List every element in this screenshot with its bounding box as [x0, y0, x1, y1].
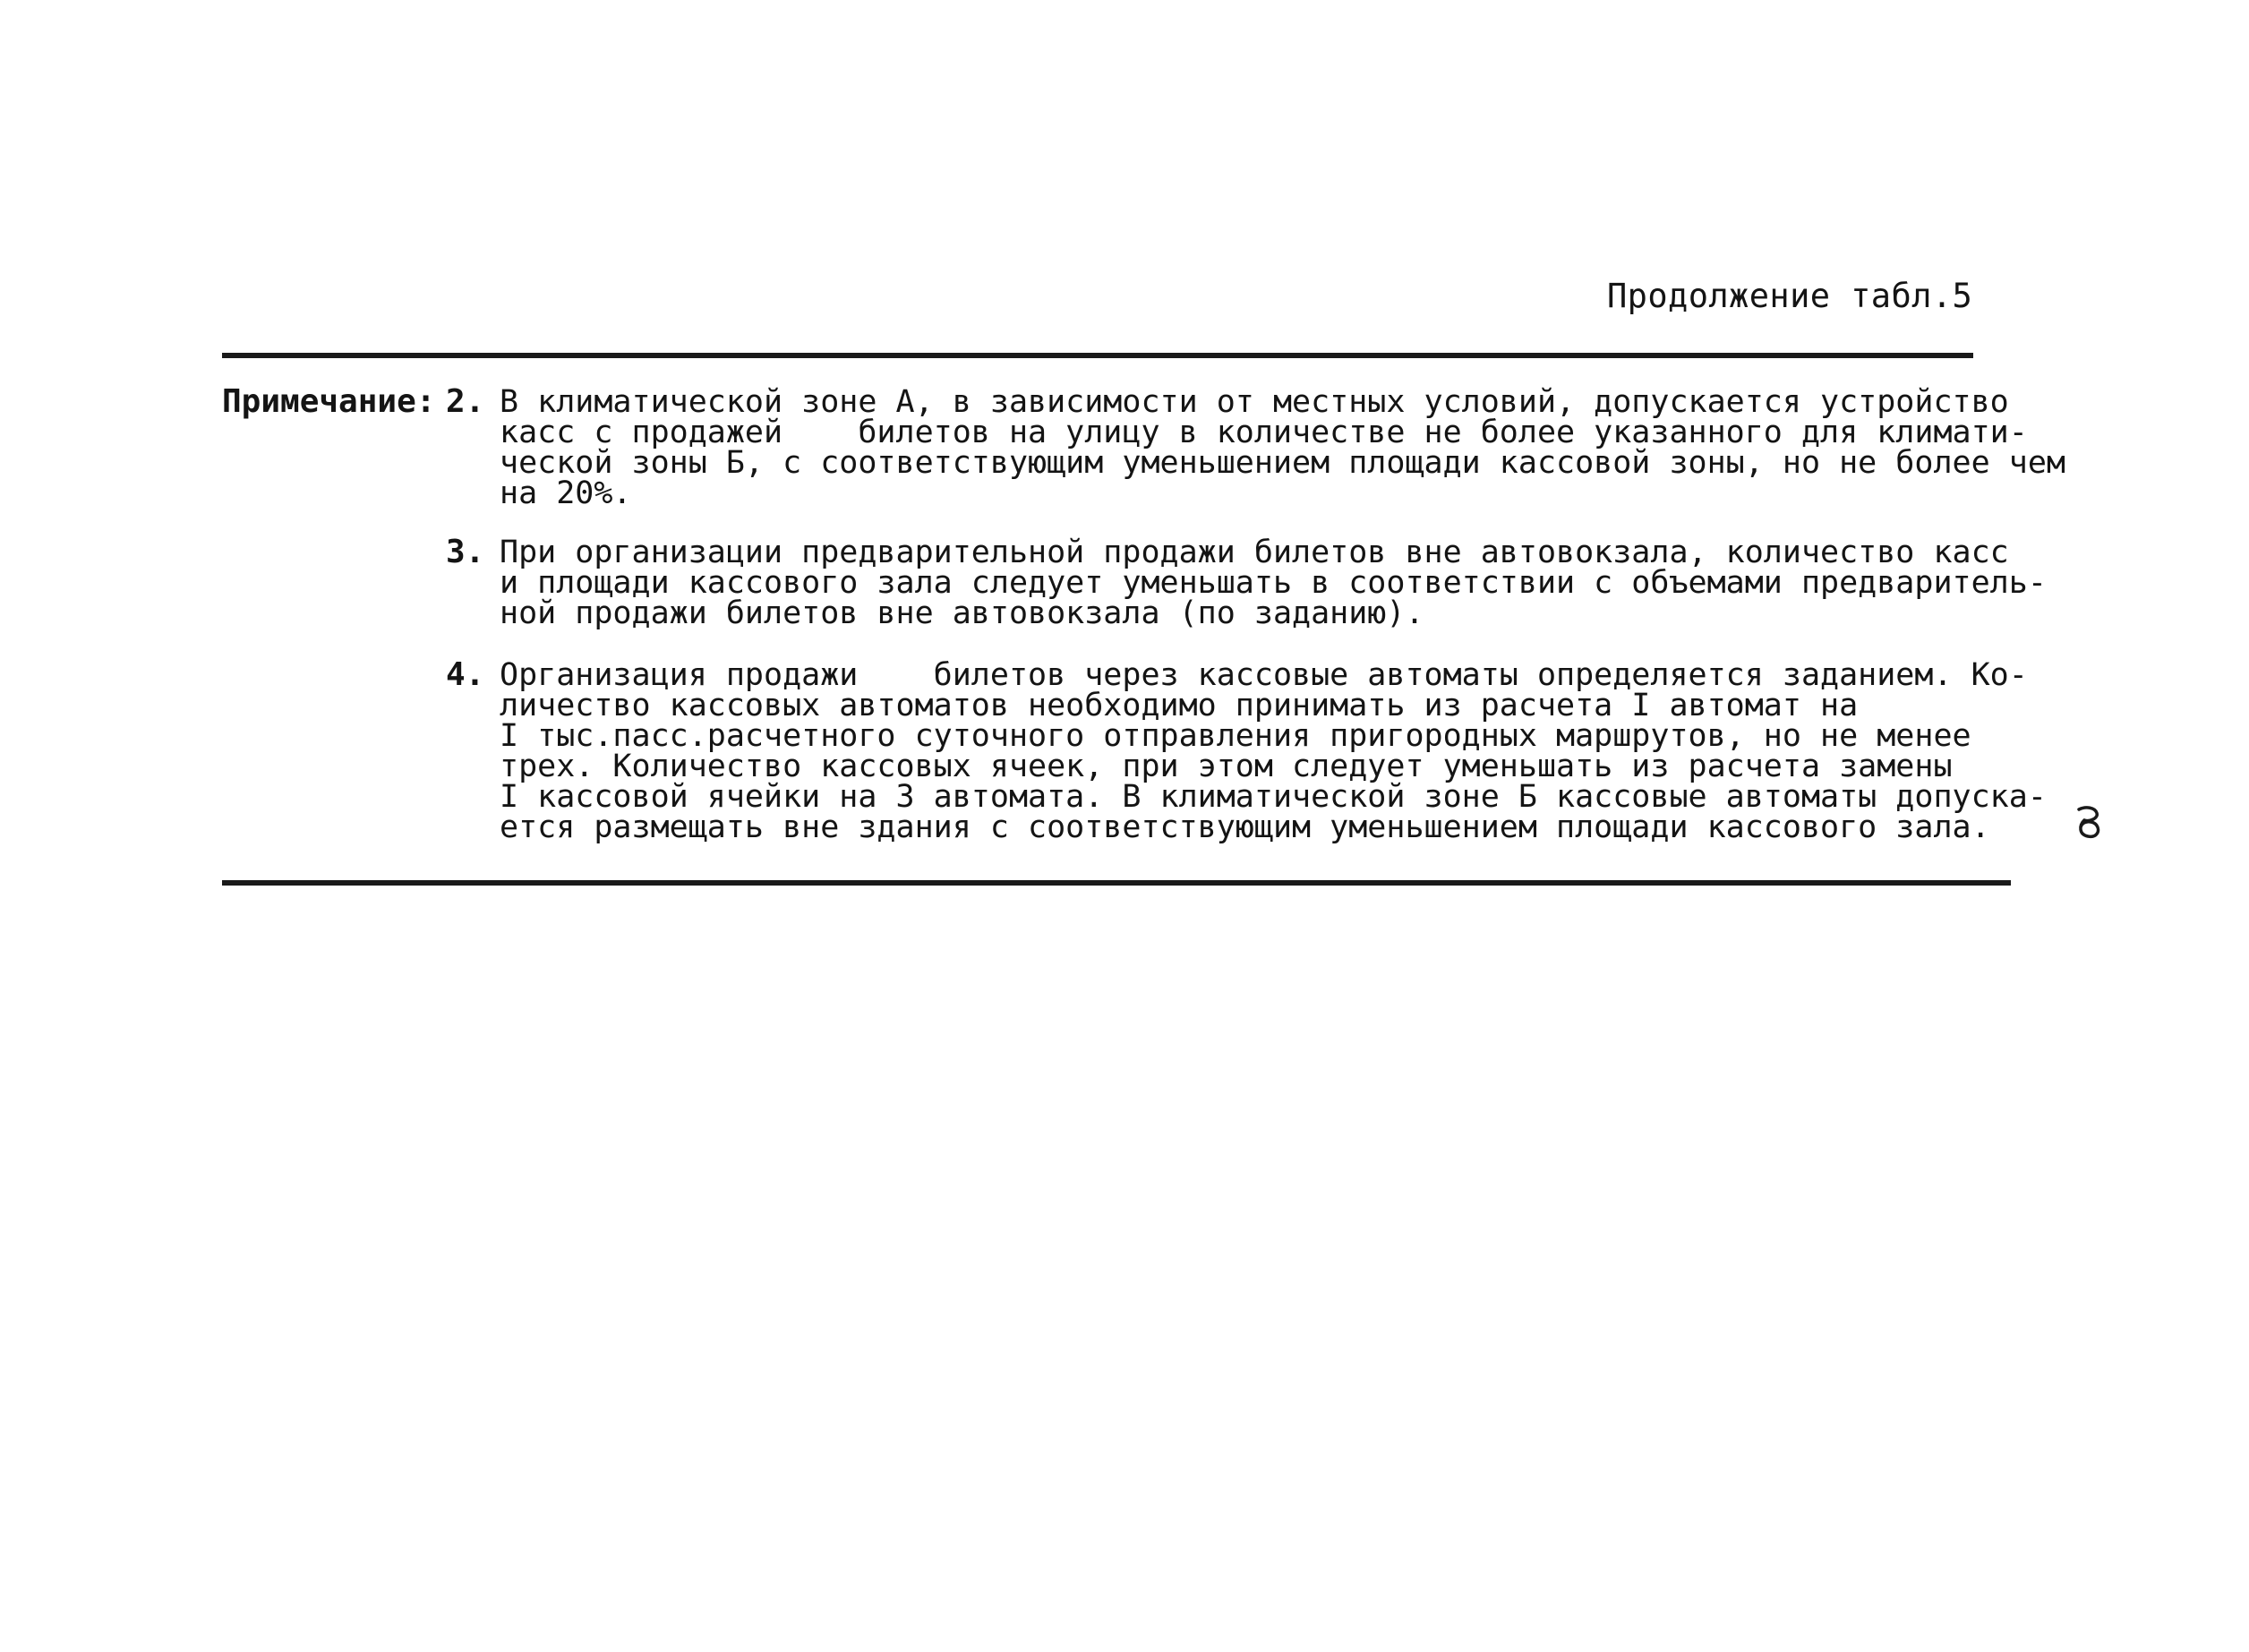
note-line: на 20%. — [500, 475, 632, 511]
note-item-number: 4. — [446, 656, 485, 693]
note-line: В климатической зоне А, в зависимости от местных условий, допускается устройство — [500, 384, 2009, 420]
note-line: При организации предварительной продажи билетов вне автовокзала, количество касс — [500, 535, 2009, 570]
table-continuation-label: Продолжение табл.5 — [1607, 277, 1973, 315]
bottom-rule — [222, 880, 2011, 886]
note-item-number: 3. — [446, 534, 485, 570]
note-item-2-text — [500, 384, 2065, 511]
note-line: ческой зоны Б, с соответствующим уменьшением площади кассовой зоны, но не более чем — [500, 445, 2065, 481]
note-item-3-text — [500, 537, 2047, 629]
note-line: I тыс.пасс.расчетного суточного отправления пригородных маршрутов, но не менее — [500, 718, 1971, 754]
note-item-number: 2. — [446, 383, 485, 420]
note-line: I кассовой ячейки на 3 автомата. В климатической зоне Б кассовые автоматы допуска- — [500, 779, 2047, 815]
handwritten-mark-icon — [2074, 804, 2104, 840]
top-rule — [222, 353, 1973, 358]
note-line: ется размещать вне здания с соответствующим уменьшением площади кассового зала. — [500, 809, 1990, 845]
note-line: Организация продажи билетов через кассовые автоматы определяется заданием. Ко- — [500, 657, 2028, 693]
note-line: личество кассовых автоматов необходимо принимать из расчета I автомат на — [500, 688, 1859, 723]
note-label: Примечание: — [222, 383, 436, 420]
note-line: трех. Количество кассовых ячеек, при этом следует уменьшать из расчета замены — [500, 749, 1953, 784]
note-item-4-text — [500, 657, 2047, 845]
note-line: касс с продажей билетов на улицу в количестве не более указанного для климати- — [500, 415, 2028, 450]
note-line: и площади кассового зала следует уменьшать в соответствии с объемами предваритель- — [500, 565, 2047, 601]
note-line: ной продажи билетов вне автовокзала (по заданию). — [500, 595, 1424, 631]
